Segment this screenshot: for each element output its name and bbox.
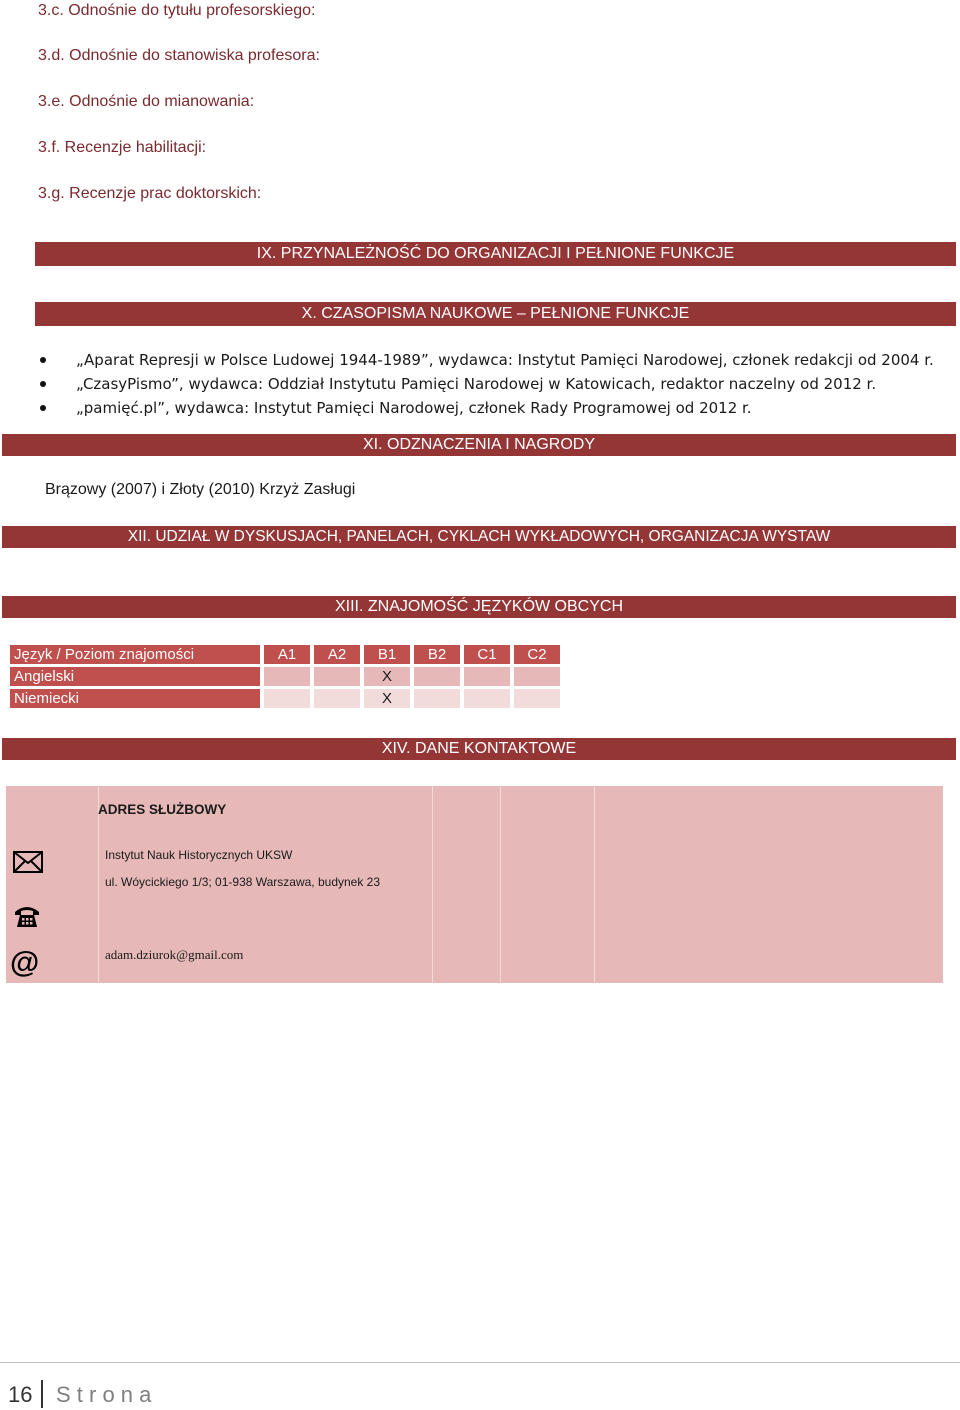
section-xiii-header: XIII. ZNAJOMOŚĆ JĘZYKÓW OBCYCH	[2, 596, 956, 618]
list-item: „CzasyPismo”, wydawca: Oddział Instytutu Pamięci Narodowej w Katowicach, redaktor naczelny od 2012 r.	[36, 372, 934, 396]
table-row	[10, 667, 560, 686]
level-cell: X	[364, 689, 410, 708]
section-xiv-header: XIV. DANE KONTAKTOWE	[2, 738, 956, 760]
level-cell	[314, 667, 360, 686]
level-cell	[414, 689, 460, 708]
footer-separator	[41, 1380, 43, 1408]
section-ix-header: IX. PRZYNALEŻNOŚĆ DO ORGANIZACJI I PEŁNIONE FUNKCJE	[35, 242, 956, 266]
contact-email[interactable]: adam.dziurok@gmail.com	[105, 947, 244, 962]
section-x-header: X. CZASOPISMA NAUKOWE – PEŁNIONE FUNKCJE	[35, 302, 956, 326]
journals-list	[36, 348, 934, 420]
level-header-c2: C2	[514, 645, 560, 664]
list-item: „Aparat Represji w Polsce Ludowej 1944-1989”, wydawca: Instytut Pamięci Narodowej, członek redakcji od 2004 r.	[36, 348, 934, 372]
phone-icon	[13, 904, 41, 928]
level-header-a1: A1	[264, 645, 310, 664]
table-row	[10, 689, 560, 708]
list-item: „pamięć.pl”, wydawca: Instytut Pamięci Narodowej, członek Rady Programowej od 2012 r.	[36, 396, 934, 420]
page-label: S t r o n a	[56, 1382, 152, 1407]
subsection-3d: 3.d. Odnośnie do stanowiska profesora:	[38, 47, 320, 64]
awards-text: Brązowy (2007) i Złoty (2010) Krzyż Zasługi	[45, 481, 356, 498]
contact-heading: ADRES SŁUŻBOWY	[98, 802, 227, 817]
level-header-a2: A2	[314, 645, 360, 664]
contact-address: ul. Wóycickiego 1/3; 01-938 Warszawa, budynek 23	[105, 875, 381, 889]
footer-divider	[0, 1362, 960, 1363]
envelope-icon	[13, 851, 43, 873]
page-number: 16	[8, 1382, 33, 1407]
language-header-cell: Język / Poziom znajomości	[10, 645, 260, 664]
level-cell	[314, 689, 360, 708]
divider	[594, 786, 595, 983]
at-icon: @	[10, 946, 40, 979]
level-cell	[464, 667, 510, 686]
level-header-b2: B2	[414, 645, 460, 664]
contact-box	[6, 786, 943, 983]
section-xi-header: XI. ODZNACZENIA I NAGRODY	[2, 434, 956, 456]
bullet-icon	[40, 357, 46, 363]
level-cell	[464, 689, 510, 708]
subsection-3g: 3.g. Recenzje prac doktorskich:	[38, 185, 262, 202]
bullet-icon	[40, 405, 46, 411]
level-cell: X	[364, 667, 410, 686]
language-name: Niemiecki	[10, 689, 260, 708]
level-header-b1: B1	[364, 645, 410, 664]
subsection-3e: 3.e. Odnośnie do mianowania:	[38, 93, 255, 110]
level-cell	[264, 689, 310, 708]
divider	[500, 786, 501, 983]
level-cell	[264, 667, 310, 686]
level-cell	[514, 667, 560, 686]
bullet-icon	[40, 381, 46, 387]
level-header-c1: C1	[464, 645, 510, 664]
divider	[432, 786, 433, 983]
contact-institution: Instytut Nauk Historycznych UKSW	[105, 848, 293, 862]
language-name: Angielski	[10, 667, 260, 686]
table-header-row	[10, 645, 560, 664]
level-cell	[414, 667, 460, 686]
section-xii-header: XII. UDZIAŁ W DYSKUSJACH, PANELACH, CYKLACH WYKŁADOWYCH, ORGANIZACJA WYSTAW	[2, 526, 956, 548]
subsection-3c: 3.c. Odnośnie do tytułu profesorskiego:	[38, 2, 316, 19]
subsection-3f: 3.f. Recenzje habilitacji:	[38, 139, 207, 156]
languages-table	[6, 642, 564, 711]
level-cell	[514, 689, 560, 708]
